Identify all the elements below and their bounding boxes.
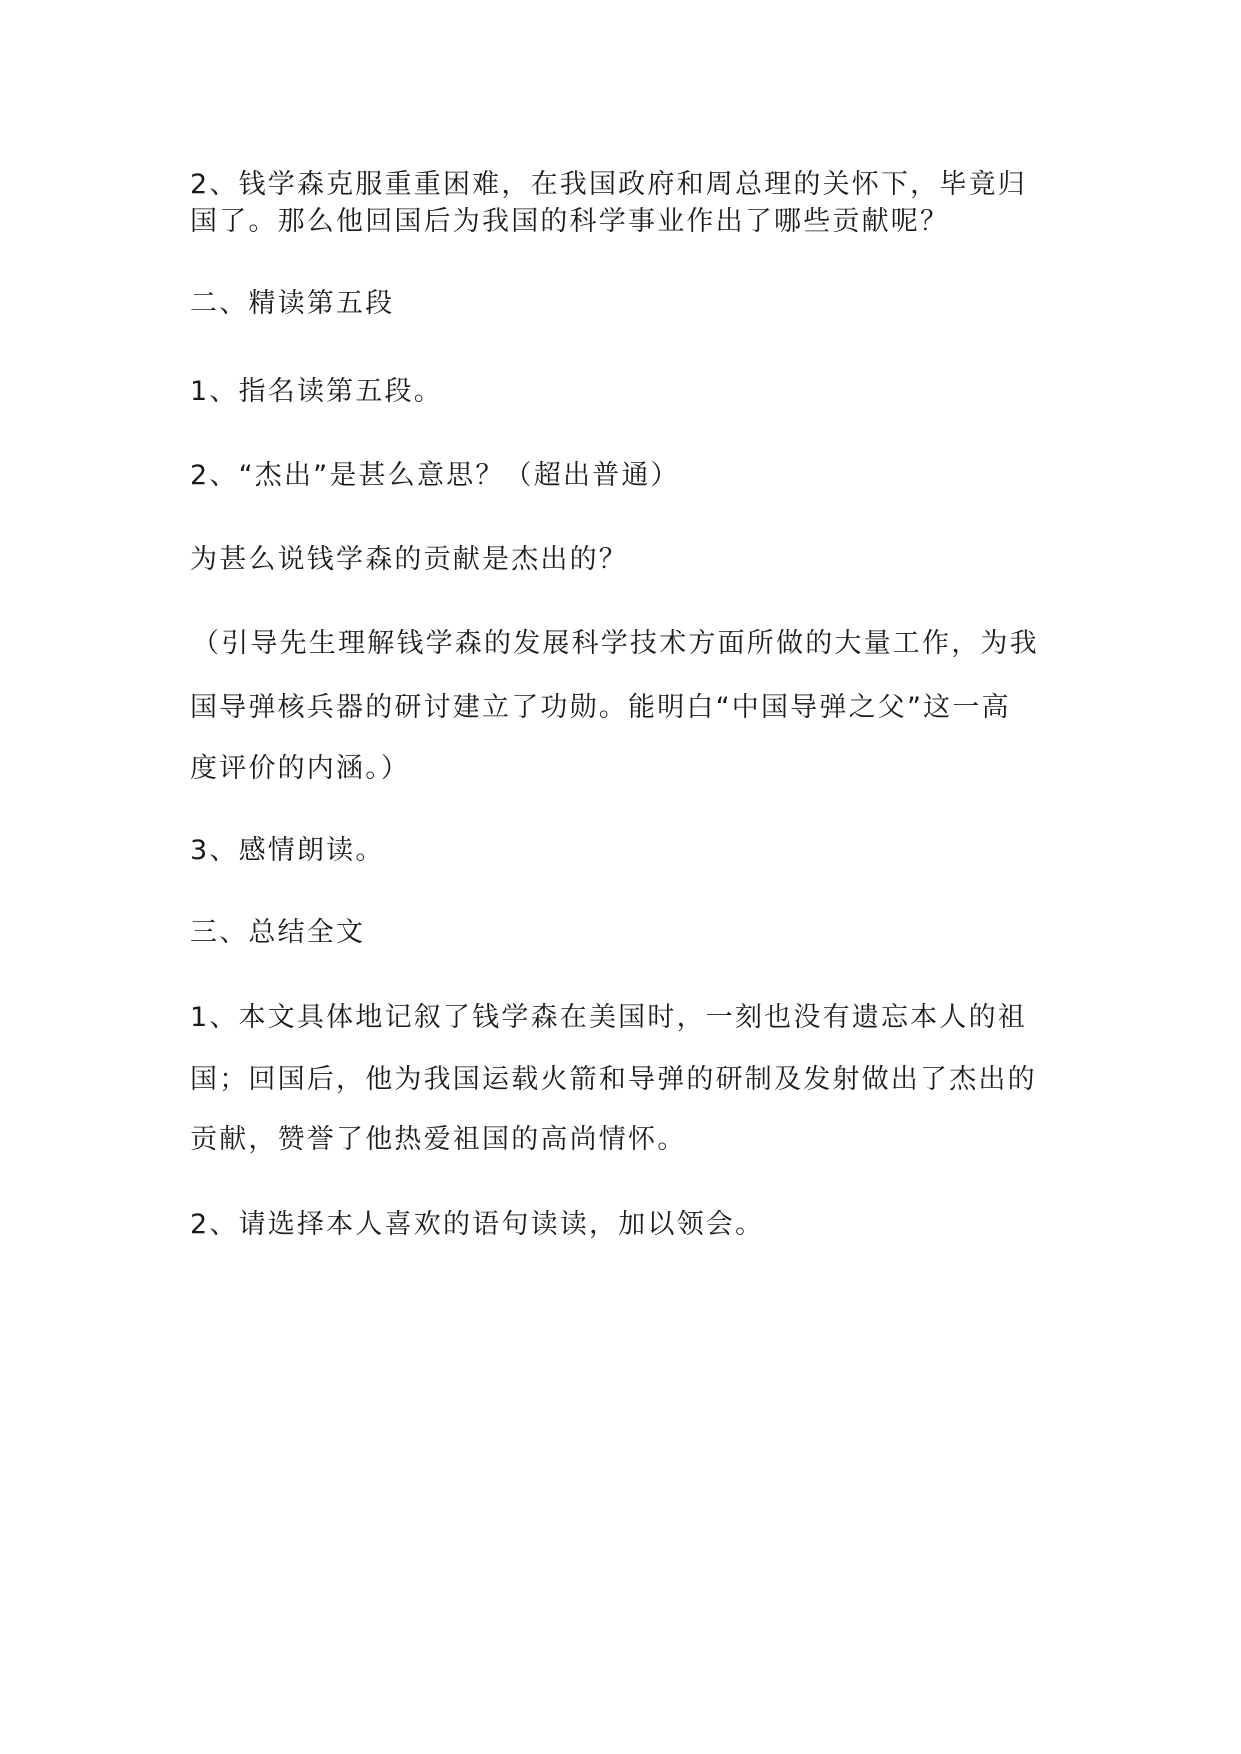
- paragraph-line: 为甚么说钱学森的贡献是杰出的？: [190, 544, 628, 575]
- paragraph-line: 国导弹核兵器的研讨建立了功勋。能明白“中国导弹之父”这一高: [190, 692, 1011, 723]
- paragraph-line: 2、请选择本人喜欢的语句读读，加以领会。: [190, 1209, 765, 1240]
- section-heading: 三、总结全文: [190, 917, 366, 948]
- paragraph-line: 国了。那么他回国后为我国的科学事业作出了哪些贡献呢？: [190, 206, 950, 237]
- paragraph-line: 2、“杰出”是甚么意思？（超出普通）: [190, 460, 680, 491]
- paragraph-line: 度评价的内涵。）: [190, 753, 411, 784]
- paragraph-line: 1、指名读第五段。: [190, 376, 443, 407]
- paragraph-line: 贡献，赞誉了他热爱祖国的高尚情怀。: [190, 1124, 687, 1155]
- paragraph-line: 1、本文具体地记叙了钱学森在美国时，一刻也没有遗忘本人的祖: [190, 1002, 1027, 1033]
- section-heading: 二、精读第五段: [190, 288, 395, 319]
- paragraph-line: 3、感情朗读。: [190, 835, 385, 866]
- paragraph-line: 国；回国后，他为我国运载火箭和导弹的研制及发射做出了杰出的: [190, 1064, 1037, 1095]
- paragraph-line: 2、钱学森克服重重困难，在我国政府和周总理的关怀下，毕竟归: [190, 169, 1027, 200]
- paragraph-line: （引导先生理解钱学森的发展科学技术方面所做的大量工作，为我: [192, 628, 1039, 659]
